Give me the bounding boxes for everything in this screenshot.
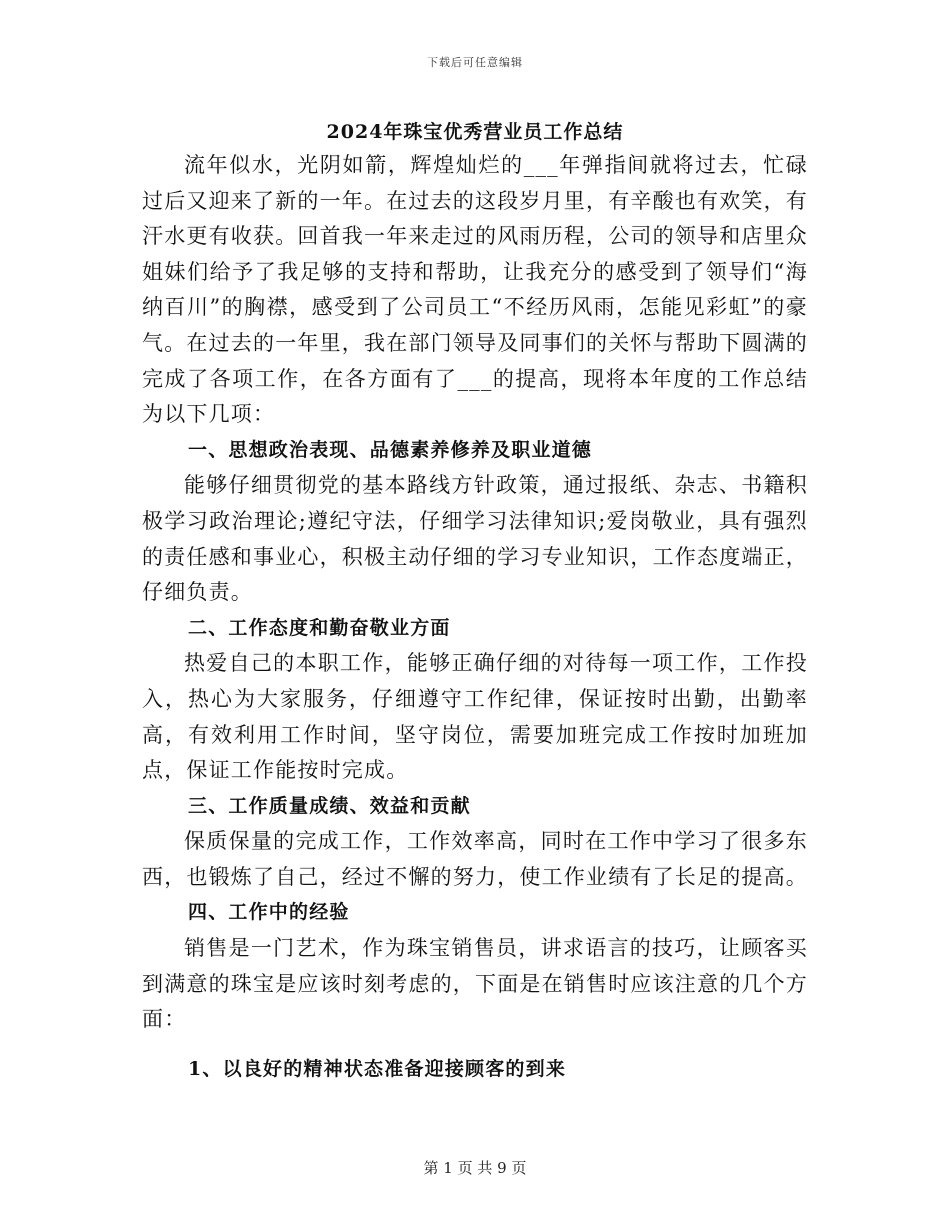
page-footer: 第 1 页 共 9 页: [423, 1159, 527, 1177]
section-heading-3: 三、工作质量成绩、效益和贡献: [188, 794, 471, 817]
section-heading-2: 二、工作态度和勤奋敬业方面: [188, 616, 451, 639]
document-title: 2024年珠宝优秀营业员工作总结: [326, 121, 624, 143]
section-heading-1: 一、思想政治表现、品德素养修养及职业道德: [188, 438, 593, 461]
header-note: 下载后可任意编辑: [427, 56, 523, 69]
document-body: [142, 148, 808, 1087]
section-paragraph-2: 热爱自己的本职工作，能够正确仔细的对待每一项工作，工作投入，热心为大家服务，仔细遵守工作纪律，保证按时出勤，出勤率高，有效利用工作时间，坚守岗位，需要加班完成工作按时加班加点，保证工作能按时完成。: [142, 651, 808, 783]
section-paragraph-3: 保质保量的完成工作，工作效率高，同时在工作中学习了很多东西，也锻炼了自己，经过不懈的努力，使工作业绩有了长足的提高。: [142, 829, 808, 889]
section-paragraph-1: 能够仔细贯彻党的基本路线方针政策，通过报纸、杂志、书籍积极学习政治理论;遵纪守法，仔细学习法律知识;爱岗敬业，具有强烈的责任感和事业心，积极主动仔细的学习专业知识，工作态度端正，仔细负责。: [142, 473, 808, 605]
sub-heading-1: 1、以良好的精神状态准备迎接顾客的到来: [188, 1057, 567, 1080]
section-paragraph-4: 销售是一门艺术，作为珠宝销售员，讲求语言的技巧，让顾客买到满意的珠宝是应该时刻考虑的，下面是在销售时应该注意的几个方面：: [142, 936, 808, 1032]
section-heading-4: 四、工作中的经验: [188, 901, 350, 924]
intro-paragraph: 流年似水，光阴如箭，辉煌灿烂的___年弹指间就将过去，忙碌过后又迎来了新的一年。在过去的这段岁月里，有辛酸也有欢笑，有汗水更有收获。回首我一年来走过的风雨历程，公司的领导和店里众姐妹们给予了我足够的支持和帮助，让我充分的感受到了领导们“海纳百川”的胸襟，感受到了公司员工“不经历风雨，怎能见彩虹”的豪气。在过去的一年里，我在部门领导及同事们的关怀与帮助下圆满的完成了各项工作，在各方面有了___的提高，现将本年度的工作总结为以下几项：: [142, 153, 808, 427]
